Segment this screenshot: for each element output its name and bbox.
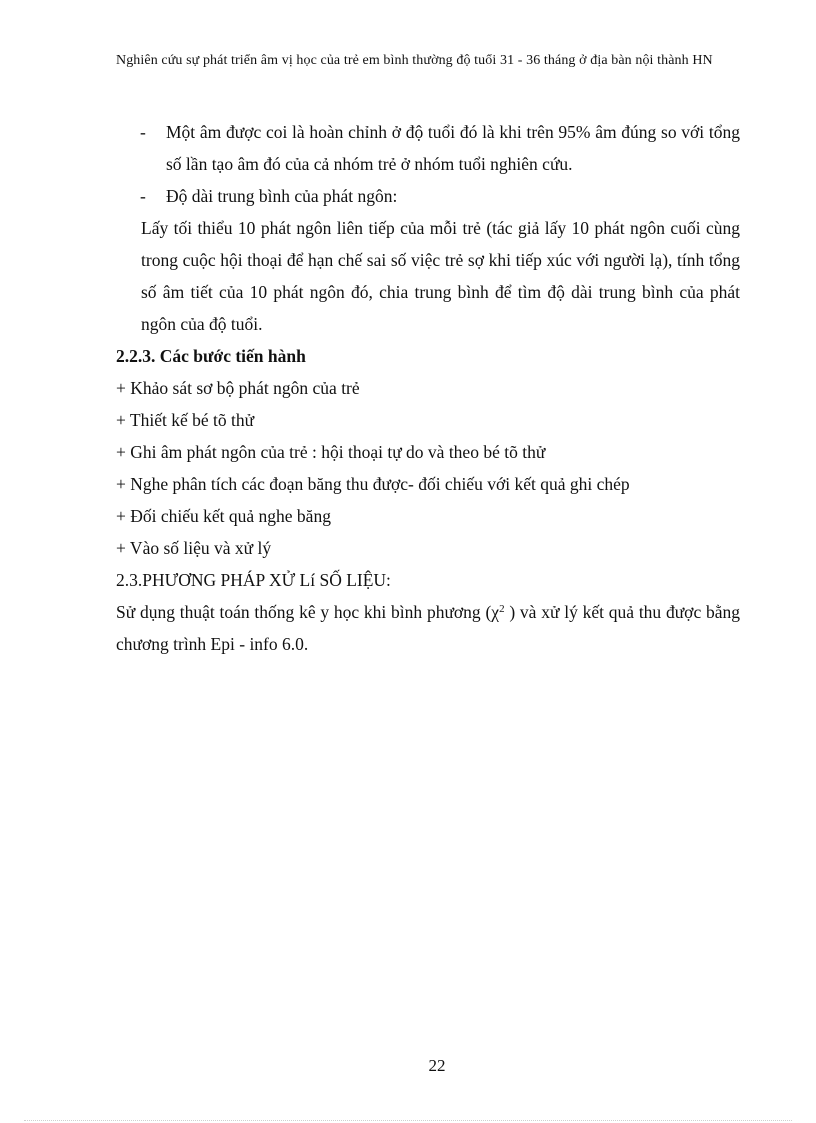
paragraph-text-start: Sử dụng thuật toán thống kê y học khi bình phương (χ	[116, 602, 500, 622]
bullet-text: Độ dài trung bình của phát ngôn:	[166, 186, 398, 206]
paragraph-text-end: ) và xử lý kết quả thu được bằng chương trình Epi - info 6.0.	[116, 602, 740, 654]
step-item: + Đối chiếu kết quả nghe băng	[116, 506, 331, 526]
running-header: Nghiên cứu sự phát triển âm vị học của trẻ em bình thường độ tuổi 31 - 36 tháng ở địa bàn nội thành HN	[116, 53, 713, 68]
section-heading-steps: 2.2.3. Các bước tiến hành	[116, 346, 306, 366]
step-item: + Vào số liệu và xử lý	[116, 538, 272, 558]
page-number: 22	[428, 1056, 446, 1075]
bullet-marker: -	[140, 122, 146, 142]
bullet-item-utterance-length	[116, 180, 740, 212]
data-processing-paragraph	[116, 596, 740, 660]
page-body	[116, 116, 740, 660]
chi-square-exponent: 2	[499, 603, 505, 615]
page-bottom-divider	[24, 1120, 792, 1121]
bullet-text: Một âm được coi là hoàn chỉnh ở độ tuổi đó là khi trên 95% âm đúng so với tổng số lần tạo âm đó của cả nhóm trẻ ở nhóm tuổi nghiên cứu.	[166, 122, 740, 174]
bullet-marker: -	[140, 186, 146, 206]
method-paragraph: Lấy tối thiểu 10 phát ngôn liên tiếp của mỗi trẻ (tác giả lấy 10 phát ngôn cuối cùng trong cuộc hội thoại để hạn chế sai số việc trẻ sợ khi tiếp xúc với người lạ), tính tổng số âm tiết của 10 phát ngôn đó, chia trung bình để tìm độ dài trung bình của phát ngôn của độ tuổi.	[141, 218, 740, 334]
step-item: + Ghi âm phát ngôn của trẻ : hội thoại tự do và theo bé tõ thử	[116, 442, 546, 462]
step-item: + Khảo sát sơ bộ phát ngôn của trẻ	[116, 378, 360, 398]
section-heading-data-processing: 2.3.PHƯƠNG PHÁP XỬ Lí SỐ LIỆU:	[116, 570, 391, 590]
step-item: + Nghe phân tích các đoạn băng thu được- đối chiếu với kết quả ghi chép	[116, 474, 630, 494]
bullet-item-complete-sound	[116, 116, 740, 180]
step-item: + Thiết kế bé tõ thử	[116, 410, 255, 430]
